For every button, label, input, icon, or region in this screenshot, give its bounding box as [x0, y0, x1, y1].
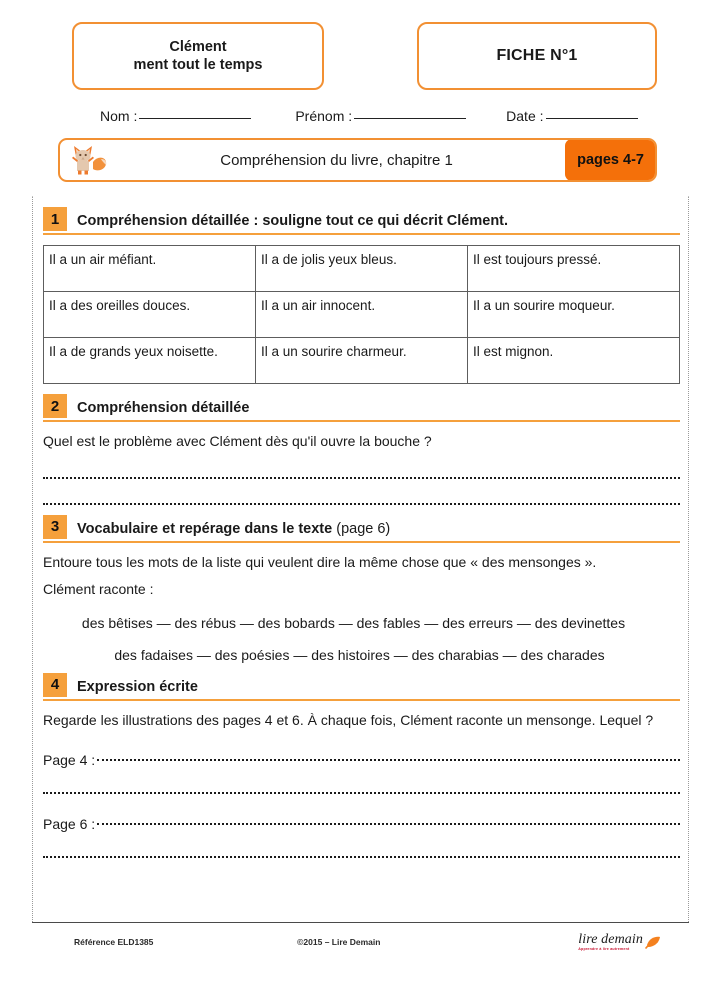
- section-3-title-main: Vocabulaire et repérage dans le texte: [77, 520, 333, 537]
- section-3-instruction: Entoure tous les mots de la liste qui veulent dire la même chose que « des mensonges ».: [43, 553, 597, 570]
- header-title-row: [0, 0, 707, 90]
- prenom-input-rule[interactable]: [354, 118, 466, 119]
- table-cell[interactable]: Il a un sourire charmeur.: [256, 338, 468, 384]
- section-1-title: Compréhension détaillée : souligne tout ce qui décrit Clément.: [77, 213, 509, 229]
- content-frame: [32, 196, 689, 922]
- sheet-label: FICHE N°1: [496, 47, 578, 64]
- word-list-line-2[interactable]: des fadaises — des poésies — des histoires — des charabias — des charades: [114, 646, 605, 663]
- section-4-title: Expression écrite: [77, 678, 198, 695]
- book-title-line2: ment tout le temps: [133, 57, 263, 73]
- description-table: [43, 245, 680, 384]
- section-3-lead-in: Clément raconte :: [43, 580, 154, 597]
- footer-copyright: ©2015 – Lire Demain: [297, 936, 381, 947]
- nom-field[interactable]: [100, 108, 251, 124]
- section-2-heading: [43, 394, 680, 422]
- page6-label: Page 6 :: [43, 815, 96, 832]
- leaf-icon: [645, 935, 661, 949]
- section-4-instruction: Regarde les illustrations des pages 4 et 6. À chaque fois, Clément raconte un mensonge. Lequel ?: [43, 711, 654, 728]
- table-cell[interactable]: Il a un air innocent.: [256, 292, 468, 338]
- sheet-number-box: [417, 22, 657, 90]
- answer-line[interactable]: [43, 477, 680, 479]
- section-3-number: 3: [43, 515, 67, 539]
- publisher-logo: [578, 932, 661, 951]
- logo-tagline: Apprendre à lire autrement: [578, 947, 630, 951]
- section-1-number: 1: [43, 207, 67, 231]
- book-title-box: [72, 22, 324, 90]
- answer-line[interactable]: [43, 503, 680, 505]
- section-4-number: 4: [43, 673, 67, 697]
- table-row: [44, 338, 680, 384]
- logo-wordmark: lire demain: [578, 932, 643, 947]
- book-title-line1: Clément: [169, 38, 227, 55]
- answer-line[interactable]: [43, 856, 680, 858]
- section-1-heading: [43, 207, 680, 235]
- fox-icon: [60, 140, 116, 180]
- table-cell[interactable]: Il a un sourire moqueur.: [468, 292, 680, 338]
- page6-answer-row: [43, 816, 680, 832]
- page4-answer-row: [43, 752, 680, 768]
- answer-line[interactable]: [97, 823, 680, 825]
- table-cell[interactable]: Il a de grands yeux noisette.: [44, 338, 256, 384]
- answer-line[interactable]: [43, 792, 680, 794]
- prenom-label: Prénom :: [295, 108, 353, 124]
- table-cell[interactable]: Il a des oreilles douces.: [44, 292, 256, 338]
- table-cell[interactable]: Il est mignon.: [468, 338, 680, 384]
- page4-label: Page 4 :: [43, 751, 96, 768]
- table-cell[interactable]: Il a un air méfiant.: [44, 246, 256, 292]
- table-row: [44, 246, 680, 292]
- pages-badge: pages 4-7: [565, 139, 656, 181]
- table-cell[interactable]: Il a de jolis yeux bleus.: [256, 246, 468, 292]
- identity-line: [0, 90, 707, 124]
- word-list-line-1[interactable]: des bêtises — des rébus — des bobards — des fables — des erreurs — des devinettes: [81, 614, 626, 631]
- date-input-rule[interactable]: [546, 118, 638, 119]
- section-3-heading: [43, 515, 680, 543]
- date-field[interactable]: [506, 108, 637, 124]
- chapter-title: Compréhension du livre, chapitre 1: [220, 151, 453, 169]
- section-2-question: Quel est le problème avec Clément dès qu'il ouvre la bouche ?: [43, 433, 432, 449]
- nom-input-rule[interactable]: [139, 118, 251, 119]
- section-3-title-page: (page 6): [336, 520, 391, 537]
- date-label: Date :: [506, 108, 544, 124]
- table-row: [44, 292, 680, 338]
- section-2-number: 2: [43, 394, 67, 418]
- footer-reference: Référence ELD1385: [74, 936, 154, 947]
- nom-label: Nom :: [100, 108, 138, 124]
- section-2-title: Compréhension détaillée: [77, 400, 250, 416]
- section-4-heading: [43, 673, 680, 701]
- prenom-field[interactable]: [295, 108, 466, 124]
- chapter-bar: [58, 138, 657, 182]
- answer-line[interactable]: [97, 759, 680, 761]
- table-cell[interactable]: Il est toujours pressé.: [468, 246, 680, 292]
- page-footer: [0, 923, 707, 951]
- section-3-title: [77, 521, 390, 539]
